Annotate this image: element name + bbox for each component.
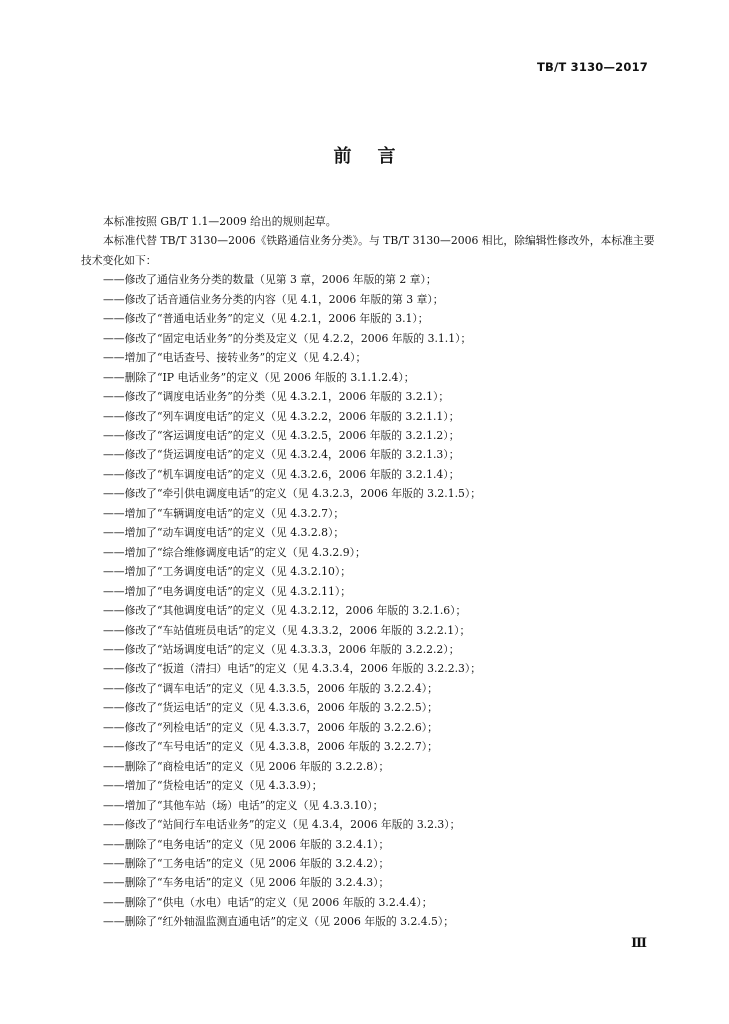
change-item: ——增加了“工务调度电话”的定义（见 4.3.2.10）； [103, 565, 352, 579]
change-item: ——增加了“综合维修调度电话”的定义（见 4.3.2.9）； [103, 545, 366, 559]
technical-changes-list [81, 270, 656, 931]
change-item: ——修改了“调度电话业务”的分类（见 4.3.2.1，2006 年版的 3.2.1）； [103, 390, 450, 404]
standard-code-header: TB/T 3130—2017 [537, 60, 648, 74]
change-item: ——删除了“供电（水电）电话”的定义（见 2006 年版的 3.2.4.4）； [103, 895, 433, 909]
change-item: ——修改了“货运电话”的定义（见 4.3.3.6，2006 年版的 3.2.2.5）； [103, 701, 438, 715]
page-title: 前言 [333, 146, 422, 167]
change-item: ——增加了“动车调度电话”的定义（见 4.3.2.8）； [103, 526, 345, 540]
change-item: ——修改了“货运调度电话”的定义（见 4.3.2.4，2006 年版的 3.2.1.3）； [103, 448, 460, 462]
change-item: ——修改了“车号电话”的定义（见 4.3.3.8，2006 年版的 3.2.2.7）； [103, 740, 438, 754]
replacement-paragraph: 本标准代替 TB/T 3130—2006《铁路通信业务分类》。与 TB/T 3130—2006 相比，除编辑性修改外，本标准主要技术变化如下： [81, 234, 655, 267]
page-number: Ⅲ [631, 936, 647, 951]
change-item: ——删除了“红外轴温监测直通电话”的定义（见 2006 年版的 3.2.4.5）； [103, 915, 455, 929]
change-item: ——修改了“固定电话业务”的分类及定义（见 4.2.2，2006 年版的 3.1.1）； [103, 331, 472, 345]
change-item: ——修改了“列车调度电话”的定义（见 4.3.2.2，2006 年版的 3.2.1.1）； [103, 409, 460, 423]
change-item: ——修改了通信业务分类的数量（见第 3 章，2006 年版的第 2 章）； [103, 273, 437, 287]
change-item: ——删除了“工务电话”的定义（见 2006 年版的 3.2.4.2）； [103, 856, 390, 870]
change-item: ——修改了“客运调度电话”的定义（见 4.3.2.5，2006 年版的 3.2.1.2）； [103, 428, 460, 442]
change-item: ——修改了话音通信业务分类的内容（见 4.1，2006 年版的第 3 章）； [103, 292, 444, 306]
change-item: ——增加了“货检电话”的定义（见 4.3.3.9）； [103, 779, 323, 793]
change-item: ——修改了“列检电话”的定义（见 4.3.3.7，2006 年版的 3.2.2.6）； [103, 720, 438, 734]
change-item: ——增加了“电务调度电话”的定义（见 4.3.2.11）； [103, 584, 352, 598]
change-item: ——增加了“车辆调度电话”的定义（见 4.3.2.7）； [103, 506, 345, 520]
change-item: ——修改了“车站值班员电话”的定义（见 4.3.3.2，2006 年版的 3.2.2.1）； [103, 623, 471, 637]
change-item: ——删除了“电务电话”的定义（见 2006 年版的 3.2.4.1）； [103, 837, 390, 851]
change-item: ——删除了“IP 电话业务”的定义（见 2006 年版的 3.1.1.2.4）； [103, 370, 415, 384]
change-item: ——增加了“其他车站（场）电话”的定义（见 4.3.3.10）； [103, 798, 384, 812]
change-item: ——修改了“牵引供电调度电话”的定义（见 4.3.2.3，2006 年版的 3.2.1.5）； [103, 487, 482, 501]
change-item: ——修改了“站间行车电话业务”的定义（见 4.3.4，2006 年版的 3.2.3）； [103, 818, 461, 832]
change-item: ——修改了“普通电话业务”的定义（见 4.2.1，2006 年版的 3.1）； [103, 312, 429, 326]
change-item: ——修改了“机车调度电话”的定义（见 4.3.2.6，2006 年版的 3.2.1.4）； [103, 467, 460, 481]
change-item: ——修改了“扳道（清扫）电话”的定义（见 4.3.3.4，2006 年版的 3.2.2.3）； [103, 662, 482, 676]
change-item: ——修改了“其他调度电话”的定义（见 4.3.2.12，2006 年版的 3.2.1.6）； [103, 604, 467, 618]
change-item: ——修改了“站场调度电话”的定义（见 4.3.3.3，2006 年版的 3.2.2.2）； [103, 642, 460, 656]
change-item: ——删除了“商检电话”的定义（见 2006 年版的 3.2.2.8）； [103, 759, 390, 773]
change-item: ——删除了“车务电话”的定义（见 2006 年版的 3.2.4.3）； [103, 876, 390, 890]
document-body [81, 212, 656, 932]
change-item: ——修改了“调车电话”的定义（见 4.3.3.5，2006 年版的 3.2.2.4）； [103, 681, 438, 695]
change-item: ——增加了“电话查号、接转业务”的定义（见 4.2.4）； [103, 351, 367, 365]
drafting-rule-paragraph: 本标准按照 GB/T 1.1—2009 给出的规则起草。 [103, 215, 337, 228]
